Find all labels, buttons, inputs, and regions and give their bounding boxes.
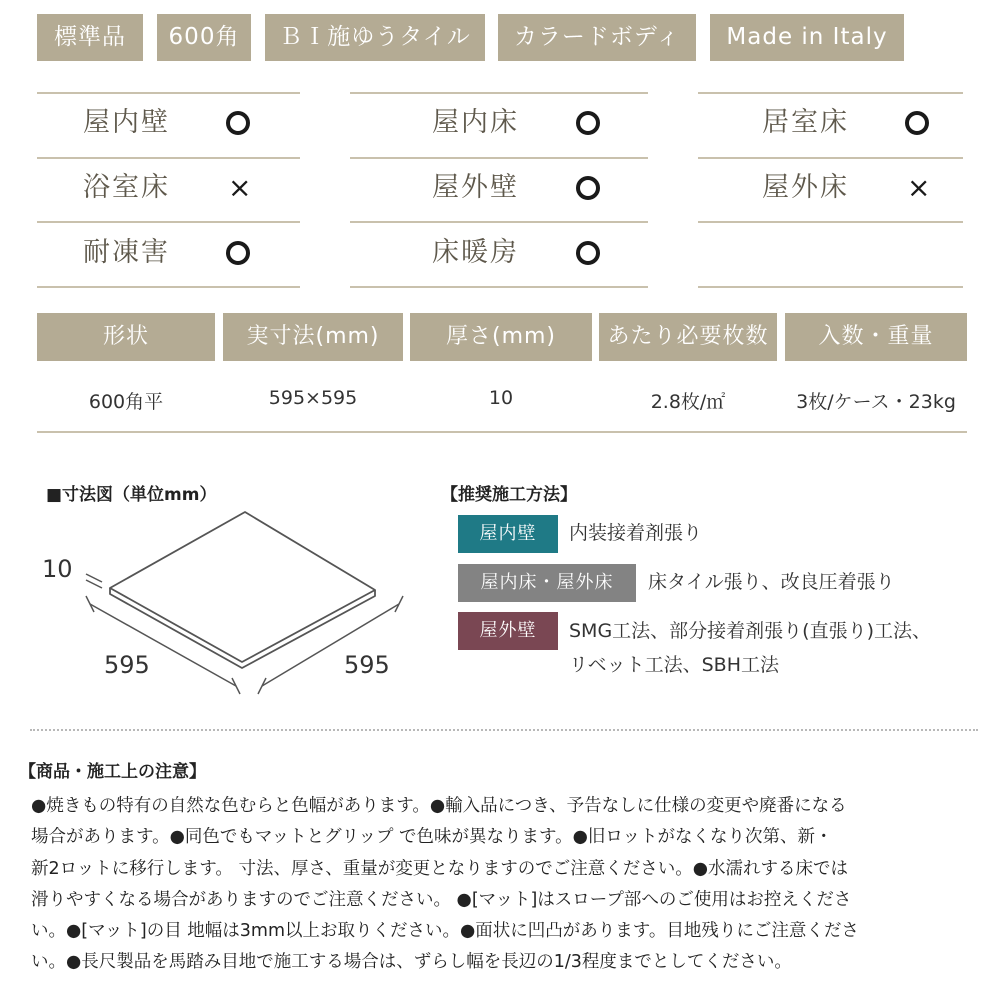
use-outdoor-wall-mark [576, 176, 600, 200]
use-rule [698, 157, 963, 159]
dimension-tick [232, 678, 240, 694]
use-indoor-floor-mark [576, 111, 600, 135]
dimension-title: ■寸法図（単位mm） [46, 485, 217, 505]
method-text-outdoor-wall-2: リベット工法、SBH工法 [569, 654, 780, 676]
use-rule [698, 92, 963, 94]
use-outdoor-floor-label: 屋外床 [762, 172, 849, 203]
use-floor-heating-mark [576, 241, 600, 265]
use-rule [37, 221, 300, 223]
tag-glaze: ＢＩ施ゆうタイル [265, 14, 485, 61]
method-text-outdoor-wall: SMG工法、部分接着剤張り(直張り)工法、 [569, 620, 932, 642]
method-tag-floor: 屋内床・屋外床 [458, 564, 636, 602]
use-rule [37, 157, 300, 159]
notes-line: い。●[マット]の目 地幅は3mm以上お取りください。●面状に凹凸があります。目地残りにご注意くださ [31, 921, 859, 942]
use-bath-floor-mark: × [228, 171, 252, 204]
tag-standard: 標準品 [37, 14, 143, 61]
spec-cell-pack: 3枚/ケース・23kg [796, 391, 956, 413]
use-indoor-wall-mark [226, 111, 250, 135]
use-rule [37, 92, 300, 94]
width-label-left: 595 [104, 651, 150, 679]
methods-title: 【推奨施工方法】 [441, 485, 577, 505]
notes-line: 滑りやすくなる場合がありますのでご注意ください。 ●[マット]はスロープ部へのご使用はお控えくださ [31, 889, 852, 910]
use-living-floor-mark [905, 111, 929, 135]
spec-header-shape: 形状 [37, 313, 215, 361]
use-rule [350, 92, 648, 94]
use-living-floor-label: 居室床 [762, 107, 849, 138]
use-rule [698, 221, 963, 223]
use-outdoor-floor-mark: × [907, 171, 931, 204]
spec-header-quantity: あたり必要枚数 [599, 313, 777, 361]
use-bath-floor-label: 浴室床 [83, 172, 170, 203]
use-frost-mark [226, 241, 250, 265]
spec-cell-thickness: 10 [488, 387, 514, 409]
method-tag-indoor-wall: 屋内壁 [458, 515, 558, 553]
use-rule [37, 286, 300, 288]
method-text-indoor-wall: 内装接着剤張り [569, 522, 703, 544]
thickness-label: 10 [42, 555, 73, 583]
dimension-tick [258, 678, 266, 694]
use-indoor-wall-label: 屋内壁 [83, 107, 170, 138]
tag-origin: Made in Italy [710, 14, 904, 61]
use-rule [350, 286, 648, 288]
spec-header-dimension: 実寸法(mm) [223, 313, 403, 361]
notes-body [31, 791, 976, 979]
use-rule [350, 221, 648, 223]
spec-cell-quantity: 2.8枚/㎡ [650, 391, 726, 413]
dimension-tick [86, 596, 94, 612]
notes-line: 場合があります。●同色でもマットとグリップ で色味が異なります。●旧ロットがなくなり次第、新・ [31, 827, 833, 848]
spec-header-thickness: 厚さ(mm) [410, 313, 592, 361]
tile-top-face [110, 512, 375, 662]
tag-size: 600角 [157, 14, 251, 61]
notes-title: 【商品・施工上の注意】 [19, 762, 206, 782]
use-outdoor-wall-label: 屋外壁 [432, 172, 519, 203]
spec-table-rule [37, 431, 967, 433]
use-rule [698, 286, 963, 288]
use-indoor-floor-label: 屋内床 [432, 107, 519, 138]
method-tag-outdoor-wall: 屋外壁 [458, 612, 558, 650]
dimension-tick [395, 596, 403, 612]
spec-header-pack: 入数・重量 [785, 313, 967, 361]
spec-cell-shape: 600角平 [88, 391, 164, 413]
notes-line: ●焼きもの特有の自然な色むらと色幅があります。●輸入品につき、予告なしに仕様の変更や廃番になる [31, 796, 847, 816]
method-text-floor: 床タイル張り、改良圧着張り [648, 571, 895, 593]
notes-line: い。●長尺製品を馬踏み目地で施工する場合は、ずらし幅を長辺の1/3程度までとしてください。 [31, 952, 792, 973]
spec-cell-dimension: 595×595 [268, 387, 358, 409]
use-rule [350, 157, 648, 159]
use-floor-heating-label: 床暖房 [432, 237, 519, 268]
width-label-right: 595 [344, 651, 390, 679]
use-frost-label: 耐凍害 [83, 237, 170, 268]
tag-body: カラードボディ [498, 14, 696, 61]
notes-line: 新2ロットに移行します。 寸法、厚さ、重量が変更となりますのでご注意ください。●水濡れする床では [31, 858, 849, 879]
section-divider [30, 729, 978, 731]
